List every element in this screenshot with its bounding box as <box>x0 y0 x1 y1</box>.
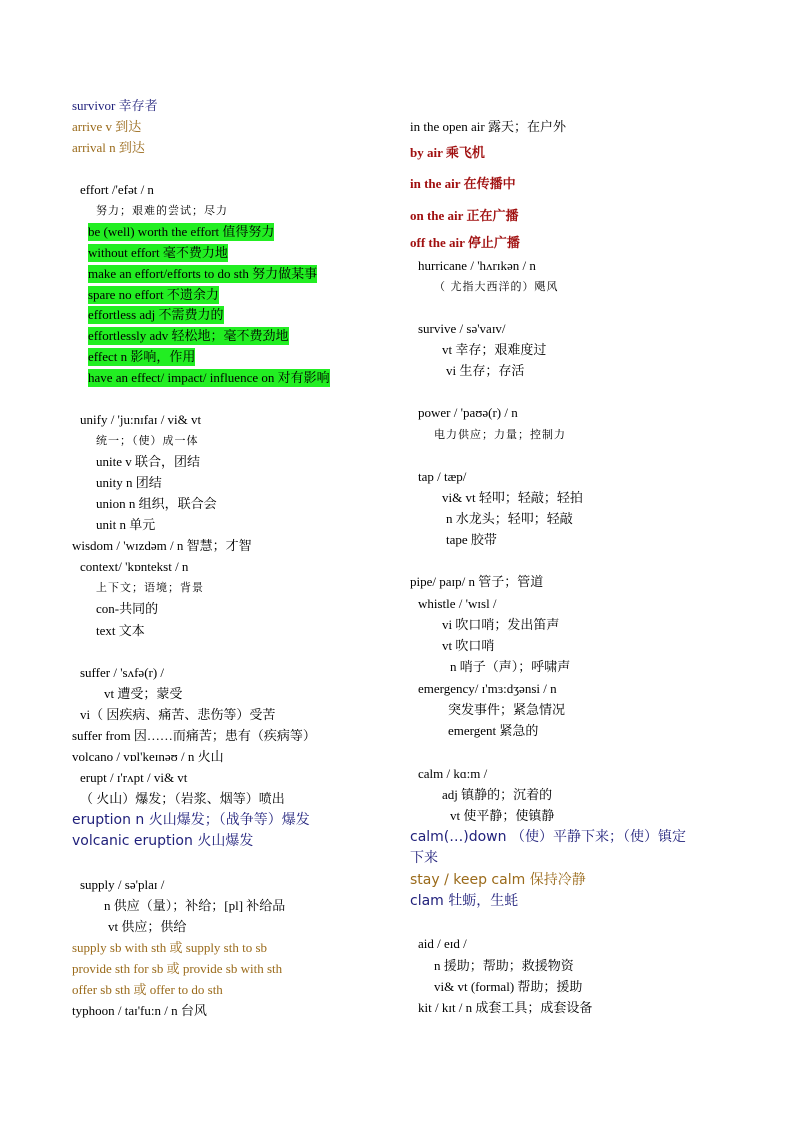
left-line: spare no effort 不遗余力 <box>88 287 219 302</box>
left-line: eruption n 火山爆发；（战争等）爆发 <box>72 812 310 828</box>
right-line: in the air 在传播中 <box>410 176 516 191</box>
left-line: 上下文；语境；背景 <box>96 581 204 594</box>
right-line: survive / sə'vaɪv/ <box>418 321 506 336</box>
left-line: arrival n 到达 <box>72 140 145 155</box>
right-line: hurricane / 'hʌrɪkən / n <box>418 258 536 273</box>
right-line: vi 吹口哨；发出笛声 <box>442 617 560 632</box>
left-line: suffer from 因……而痛苦；患有（疾病等） <box>72 728 316 743</box>
right-line: emergent 紧急的 <box>448 723 539 738</box>
right-line: stay / keep calm 保持冷静 <box>410 872 586 888</box>
right-line: （ 尤指大西洋的）飓风 <box>434 280 559 293</box>
right-line: clam 牡蛎，生蚝 <box>410 893 519 909</box>
left-line: suffer / 'sʌfə(r) / <box>80 665 165 680</box>
right-line: emergency/ ɪ'mɜ:dʒənsi / n <box>418 681 557 696</box>
right-line: n 哨子（声）；呼啸声 <box>450 659 571 674</box>
left-line: 努力；艰难的尝试；尽力 <box>96 204 228 217</box>
right-line: vt 使平静；使镇静 <box>450 808 555 823</box>
right-line: adj 镇静的；沉着的 <box>442 787 553 802</box>
right-line: 电力供应；力量；控制力 <box>434 428 566 441</box>
right-line: 下来 <box>410 850 438 866</box>
left-line: （ 火山）爆发；（岩浆、烟等）喷出 <box>80 791 285 806</box>
left-line: be (well) worth the effort 值得努力 <box>88 224 275 239</box>
left-line: con-共同的 <box>96 601 159 616</box>
left-line: union n 组织，联合会 <box>96 496 217 511</box>
left-line: unity n 团结 <box>96 475 162 490</box>
right-line: off the air 停止广播 <box>410 235 520 250</box>
left-line: effortless adj 不需费力的 <box>88 307 224 322</box>
right-line: tap / tæp/ <box>418 469 467 484</box>
left-line: unify / 'ju:nɪfaɪ / vi& vt <box>80 412 202 427</box>
left-line: have an effect/ impact/ influence on 对有影响 <box>88 370 330 385</box>
left-line: effort /'efət / n <box>80 182 154 197</box>
left-line: effortlessly adv 轻松地；毫不费劲地 <box>88 328 289 343</box>
right-line: vi& vt (formal) 帮助；援助 <box>434 979 583 994</box>
left-line: vt 遭受；蒙受 <box>104 686 183 701</box>
left-line: erupt / ɪ'rʌpt / vi& vt <box>80 770 188 785</box>
left-line: volcano / vɒl'keɪnəʊ / n 火山 <box>72 749 224 764</box>
right-line: calm(…)down （使）平静下来；（使）镇定 <box>410 829 686 845</box>
left-line: typhoon / taɪ'fu:n / n 台风 <box>72 1003 207 1018</box>
left-line: unite v 联合，团结 <box>96 454 200 469</box>
right-line: n 水龙头；轻叩；轻敲 <box>446 511 573 526</box>
right-line: vt 吹口哨 <box>442 638 495 653</box>
right-line: whistle / 'wɪsl / <box>418 596 497 611</box>
right-line: 突发事件；紧急情况 <box>448 702 566 717</box>
right-line: on the air 正在广播 <box>410 208 519 223</box>
left-line: n 供应（量）；补给；[pl] 补给品 <box>104 898 286 913</box>
right-line: by air 乘飞机 <box>410 145 485 160</box>
left-line: without effort 毫不费力地 <box>88 245 228 260</box>
right-line: pipe/ paɪp/ n 管子；管道 <box>410 574 544 589</box>
left-line: offer sb sth 或 offer to do sth <box>72 982 223 997</box>
right-line: tape 胶带 <box>446 532 497 547</box>
right-line: kit / kɪt / n 成套工具；成套设备 <box>418 1000 593 1015</box>
left-line: context/ 'kɒntekst / n <box>80 559 189 574</box>
left-line: survivor 幸存者 <box>72 98 158 113</box>
left-line: supply / sə'plaɪ / <box>80 877 165 892</box>
left-line: arrive v 到达 <box>72 119 142 134</box>
right-line: aid / eɪd / <box>418 936 467 951</box>
left-line: provide sth for sb 或 provide sb with sth <box>72 961 283 976</box>
left-line: vt 供应；供给 <box>108 919 187 934</box>
left-line: volcanic eruption 火山爆发 <box>72 833 254 849</box>
left-line: 统一；（使）成一体 <box>96 434 199 447</box>
right-line: vt 幸存；艰难度过 <box>442 342 547 357</box>
right-line: in the open air 露天；在户外 <box>410 119 566 134</box>
left-line: effect n 影响，作用 <box>88 349 196 364</box>
left-line: supply sb with sth 或 supply sth to sb <box>72 940 268 955</box>
right-line: vi& vt 轻叩；轻敲；轻拍 <box>442 490 583 505</box>
right-line: power / 'paʊə(r) / n <box>418 405 518 420</box>
right-line: vi 生存；存活 <box>446 363 525 378</box>
right-line: n 援助；帮助；救援物资 <box>434 958 574 973</box>
left-line: text 文本 <box>96 623 145 638</box>
left-line: unit n 单元 <box>96 517 156 532</box>
left-line: make an effort/efforts to do sth 努力做某事 <box>88 266 318 281</box>
left-line: vi（ 因疾病、痛苦、悲伤等）受苦 <box>80 707 276 722</box>
left-line: wisdom / 'wɪzdəm / n 智慧；才智 <box>72 538 252 553</box>
right-line: calm / kɑ:m / <box>418 766 488 781</box>
